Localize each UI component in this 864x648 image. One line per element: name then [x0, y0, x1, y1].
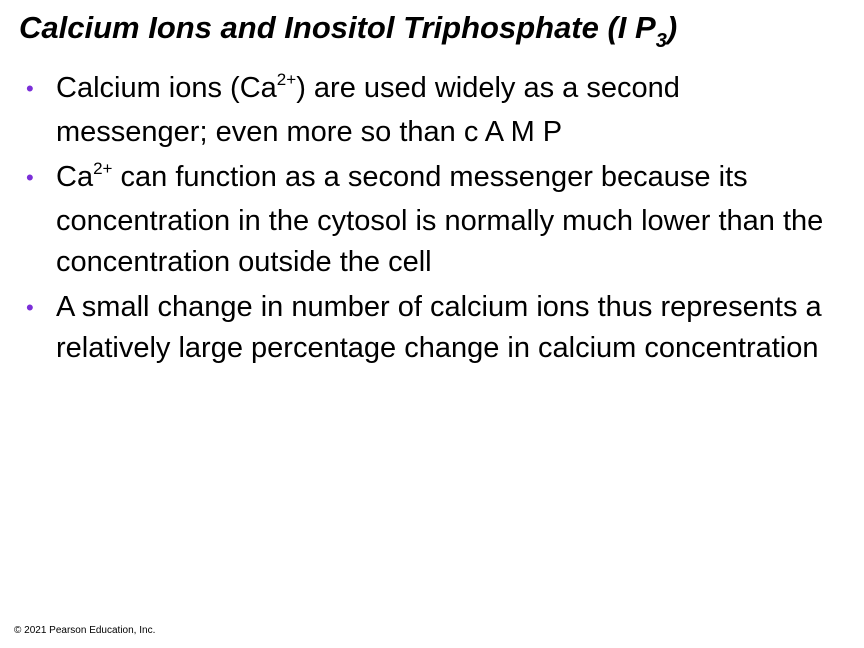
bullet-item-percentage-change: [26, 287, 826, 369]
bullet-rest: can function as a second messenger because its concentration in the cytosol is normally much lower than the concentration outside the cell: [56, 161, 824, 278]
bullet-text: A small change in number of calcium ions thus represents a relatively large percentage change in calcium concentration: [56, 291, 822, 364]
bullet-list: [26, 68, 826, 373]
slide-title-subscript: 3: [655, 30, 667, 52]
bullet-icon: •: [26, 295, 34, 320]
slide-title: [19, 8, 677, 52]
bullet-superscript: 2+: [276, 70, 297, 89]
slide-title-text: Calcium Ions and Inositol Triphosphate (I P: [19, 10, 656, 45]
slide-title-suffix: ): [666, 10, 678, 45]
bullet-item-second-messenger: [26, 157, 826, 283]
bullet-superscript: 2+: [93, 159, 113, 178]
bullet-rest: ) are used widely as a second messenger; even more so than c A M P: [56, 72, 680, 148]
bullet-icon: •: [26, 165, 34, 190]
bullet-icon: •: [26, 76, 34, 101]
bullet-lead: Calcium ions (Ca: [56, 72, 277, 104]
bullet-item-calcium-ions: [26, 68, 826, 153]
bullet-lead: Ca: [56, 161, 94, 193]
copyright-notice: © 2021 Pearson Education, Inc.: [14, 625, 156, 636]
